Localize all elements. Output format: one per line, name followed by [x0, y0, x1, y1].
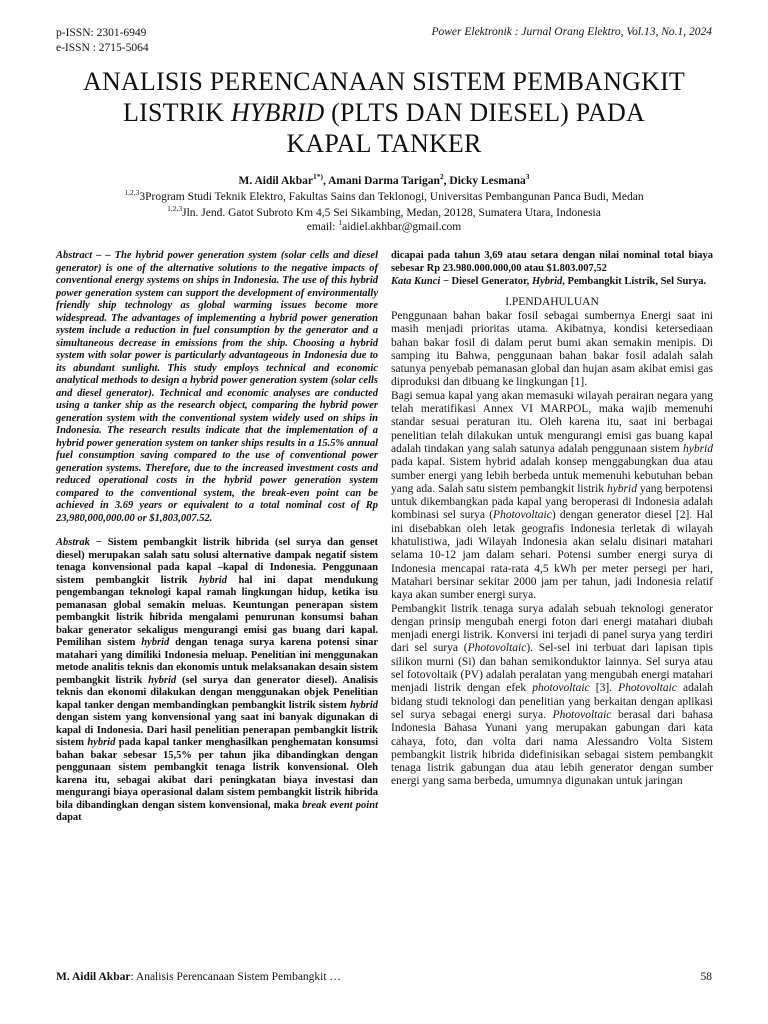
abstract-id-text-1: − Sistem pembangkit listrik hibrida (sel surya dan genset diesel) merupakan salah satu solusi alternative dampak negatif sistem tenaga konvensional pada kapal –kapal di Indonesia. Penggunaan sistem pembangkit listrik	[56, 537, 378, 586]
abstract-id-continued: dicapai pada tahun 3,69 atau setara dengan nilai nominal total biaya sebesar Rp 23.980.000.000,00 atau $1.803.007,52	[391, 250, 713, 274]
p3-text-c: [3].	[589, 682, 619, 695]
paragraph-1: Penggunaan bahan bakar fosil sebagai sumbernya Energi saat ini masih menjadi prioritas utama. Akibatnya, kondisi ketersediaan bahan bakar fosil di dalam perut bumi akan semakin menipis. Di samping itu Bahwa, penggunaan bahan bakar fosil adalah salah satunya penyebab pemanasan global dan hujan asam akibat emisi gas diproduksi dan dibuang ke lingkungan [1].	[391, 310, 713, 389]
abstract-en-label: Abstract	[56, 250, 93, 261]
abstract-id-text-5: dengan sistem yang konvensional yang saat ini banyak digunakan di kapal di Indonesia. Dari hasil penelitian penerapan pembangkit listrik sistem	[56, 712, 378, 748]
author-1-sup: 1*)	[312, 172, 323, 182]
footer-title: : Analisis Perencanaan Sistem Pembangkit …	[130, 971, 341, 983]
email-sup: 1	[338, 218, 343, 228]
author-1: M. Aidil Akbar	[238, 175, 313, 187]
keywords-text-2: , Pembangkit Listrik, Sel Surya.	[562, 276, 707, 287]
p3-text-a: Pembangkit listrik tenaga surya adalah sebuah teknologi generator dengan prinsip mengubah energi foton dari energi matahari diubah menjadi energi listrik. Konversi ini terjadi di panel surya yang terdiri dari sel surya (	[391, 602, 713, 655]
author-list	[40, 172, 728, 187]
abstract-id-italic-4: hybrid	[349, 699, 378, 711]
abstract-en-text: – – The hybrid power generation system (solar cells and diesel generator) is one of the alternative solutions to the negative impacts of conventional energy systems on ships in Indonesia. The use of this hybrid power generation system can support the development of environmentally friendly ship technology as global warming issues become more widespread. The advantages of implementing a hybrid power generation system include a reduction in fuel consumption by the generator and a simultaneous decrease in emissions from the ship. Choosing a hybrid system with solar power is particularly advantageous in Indonesia due to its abundant sunlight. This study employs technical and economic analytical methods to design a hybrid power generation system (solar cells and diesel generator). Technical and economic analyses are conducted using a tanker ship as the research object, comparing the hybrid power generation system with the conventional system widely used on ships in Indonesia. The research results indicate that the implementation of a hybrid power generation system on tanker ships results in a 15.5% annual fuel consumption saving compared to the use of conventional power generation systems. Therefore, due to the increased investment costs and reduced operational costs in the hybrid power generation system compared to the conventional system, the break-even point can be achieved in 3.69 years or equivalent to a total nominal cost of Rp 23,980,000,000.00 or $1,803,007.52.	[56, 250, 378, 524]
p2-text-b: pada kapal. Sistem hybrid adalah konsep menggabungkan dua atau sumber energi yang lebih berbeda untuk memenuhi kebutuhan beban yang ada. Salah satu sistem pembangkit listrik	[391, 456, 713, 495]
title-line-1: ANALISIS PERENCANAAN SISTEM PEMBANGKIT	[82, 67, 686, 96]
author-3-sup: 3	[525, 172, 530, 182]
author-3: , Dicky Lesmana	[443, 175, 526, 187]
section-heading-introduction: I.PENDAHULUAN	[505, 295, 599, 308]
p2-italic-2: hybrid	[606, 482, 637, 495]
email-label: email:	[306, 221, 339, 233]
abstract-id-text-4: (sel surya dan generator diesel). Analisis teknis dan ekonomi dilakukan dengan menggunakan objek Penelitian kapal tanker dengan membandingkan pembangkit listrik sistem	[56, 674, 379, 711]
p2-italic-1: hybrid	[682, 442, 713, 455]
keywords-italic: Hybrid	[531, 276, 563, 287]
email-address[interactable]: aidiel.akhbar@gmail.com	[342, 221, 462, 233]
affiliation-email	[40, 218, 728, 233]
p3-italic-4: Photovoltaic	[552, 708, 612, 721]
affiliation-program	[40, 188, 728, 203]
affiliation-address	[40, 204, 728, 219]
keywords-text-1: − Diesel Generator,	[440, 276, 532, 287]
page-number: 58	[700, 971, 712, 983]
p-issn: p-ISSN: 2301-6949	[56, 27, 147, 39]
affiliation-sup-1: 1,2,3	[124, 188, 140, 198]
author-2: , Amani Darma Tarigan	[322, 175, 440, 187]
abstract-id-italic-5: hybrid	[87, 737, 116, 748]
p3-italic-3: Photovoltaic	[618, 682, 677, 695]
abstract-id-text-2: hal ini dapat mendukung pengembangan teknologi kapal ramah lingkungan hidup, ketika isu pemanasan global semakin meluas. Keuntungan penerapan sistem pembangkit listrik hibrida mengalami penurunan konsumsi bahan bakar generator sekaligus mengurangi emisi gas buang dari kapal. Pemilihan sistem	[56, 574, 378, 648]
abstract-id-italic-2: hybrid	[141, 637, 170, 648]
keywords	[391, 276, 713, 289]
affiliation-sup-2: 1,2,3	[167, 204, 183, 214]
journal-header: Power Elektronik : Jurnal Orang Elektro, Vol.13, No.1, 2024	[431, 26, 712, 38]
left-column	[56, 250, 378, 825]
abstract-id-italic-3: hybrid	[148, 674, 177, 686]
abstract-id-text-6: pada kapal tanker menghasilkan penghematan konsumsi bahan bakar sebesar 15,5% per tahun jika dibandingkan dengan penggunaan sistem pembangkit tenaga listrik konvensional. Oleh karena itu, sebagai akibat dari peningkatan biaya investasi dan mengurangi biaya operasional dalam sistem pembangkit listrik hibrida bila dibandingkan dengan sistem konvensional, maka	[56, 737, 378, 811]
p3-text-b: ). Sel-sel ini terbuat dari lapisan tipis silikon murni (Si) dan bahan semikonduktor lainnya. Sel surya atau sel fotovoltaik (PV) adalah peralatan yang mengubah energi matahari menjadi listrik dengan efek	[391, 642, 713, 695]
footer-author: M. Aidil Akbar	[56, 971, 131, 983]
abstract-indonesian	[56, 537, 378, 825]
author-2-sup: 2	[439, 172, 444, 182]
issn-block	[56, 26, 149, 55]
title-line-2	[40, 97, 728, 128]
p2-text-c: yang berpotensi untuk dikembangkan pada kapal yang beroperasi di Indonesia adalah kombinasi sel surya (	[391, 482, 714, 522]
footer-citation	[56, 971, 341, 983]
title-line-3: KAPAL TANKER	[286, 129, 482, 158]
abstract-english	[56, 250, 378, 525]
affiliation-line-2: Jln. Jend. Gatot Subroto Km 4,5 Sei Sikambing, Medan, 20128, Sumatera Utara, Indonesia	[182, 207, 601, 219]
abstract-id-text-3: dengan tenaga surya karena potensi sinar matahari yang dimiliki Indonesia meluap. Penelitian ini menggunakan metode analitis teknis dan ekonomis untuk melaksanakan desain sistem pembangkit listrik	[56, 637, 378, 686]
p3-text-e: berasal dari bahasa Indonesia Bahasa Yunani yang merupakan gabungan dari kata cahaya, foto, dan volta dari nama Alessandro Volta Sistem pembangkit listrik hibrida didefinisikan sebagai sistem pembangkit tenaga listrik gabungan dua atau lebih generator dengan sumber energi yang sama berbeda, umumnya digunakan untuk jaringan	[391, 708, 714, 788]
introduction-body	[391, 310, 713, 789]
p2-text-a: Bagi semua kapal yang akan memasuki wilayah perairan negara yang telah meratifikasi Annex VI MARPOL, maka wajib memenuhi standar sesuai peraturan itu. Oleh karena itu, saat ini berbagai penelitian telah dilakukan untuk mengurangi emisi gas buang kapal adalah tindakan yang salah satunya adalah penggunaan sistem	[391, 389, 713, 455]
abstract-id-italic-1: hybrid	[198, 574, 227, 586]
abstract-id-text-7: dapat	[56, 812, 82, 823]
p2-italic-3: Photovoltaic	[493, 509, 552, 522]
abstract-id-label: Abstrak	[56, 537, 90, 548]
e-issn: e-ISSN : 2715-5064	[56, 41, 149, 54]
title-line-2-post: (PLTS DAN DIESEL) PADA	[324, 98, 645, 127]
right-column	[391, 250, 713, 789]
p3-italic-1: Photovoltaic	[467, 642, 527, 655]
paper-title	[40, 66, 728, 159]
title-line-2-pre: LISTRIK	[123, 98, 231, 127]
abstract-id-italic-6: break event point	[302, 799, 378, 811]
p3-italic-2: photovoltaic	[532, 682, 590, 695]
p3-text-d: adalah bidang studi teknologi dan penelitian yang berkaitan dengan aplikasi sel surya sebagai energi surya.	[391, 682, 713, 721]
title-line-2-italic: HYBRID	[230, 98, 325, 127]
keywords-label: Kata Kunci	[391, 276, 441, 287]
paragraph-2	[391, 390, 713, 603]
paragraph-3	[391, 603, 713, 789]
p2-text-d: ) dengan generator diesel [2]. Hal ini disebabkan oleh letak geografis Indonesia terletak di wilayah khatulistiwa, jadi Wilayah Indonesia akan selalu disinari matahari selama 10-12 jam dalam sehari. Potensi sumber energi surya di Indonesia mencapai rata-rata 4,5 kWh per meter persegi per hari, Matahari bersinar sekitar 2000 jam per tahun, jadi Indonesia relatif kaya akan sumber energi surya.	[391, 509, 713, 602]
affiliation-line-1: 3Program Studi Teknik Elektro, Fakultas Sains dan Teklonogi, Universitas Pembangunan Panca Budi, Medan	[139, 191, 644, 203]
